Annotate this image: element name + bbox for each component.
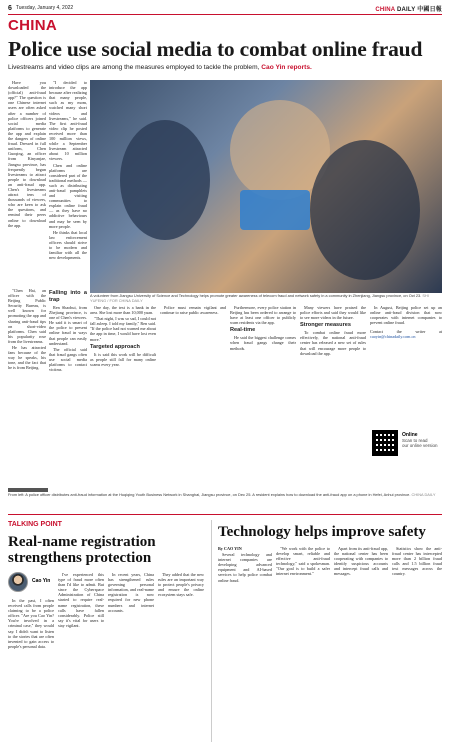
tech-column-2 <box>276 546 330 742</box>
online-promo: Online Scan to read our online version <box>402 432 438 448</box>
story-paragraph: It is said this work will be difficult as people still fall for many online scams every year. <box>90 351 156 367</box>
tech-paragraph: "We work with the police to develop smart, reliable and effective anti-fraud technology," said a spokesman. "Our goal is to build a safer internet environment." <box>276 546 330 577</box>
opinion-column-4 <box>158 572 204 743</box>
story-paragraph: The official said that fraud gangs often use social media platforms to contact victims. <box>49 346 87 373</box>
tech-paragraph: Several technology and internet companies are developing advanced equipment and AI-based services to help police combat online fraud. <box>218 552 272 583</box>
story-paragraph: Police must remain vigilant and continue to raise public awareness. <box>160 305 226 316</box>
story-paragraph: Many viewers have praised the police efforts and said they would like to see more videos in the future. <box>300 305 366 321</box>
contact-line: Contact the writer at caoyin@chinadaily.com.cn <box>370 329 442 340</box>
lower-photo-caption: From left: A police officer distributes anti-fraud information at the Huqiqing Youth Business Network in Shanghai, Jiangsu province, on Dec 25. A resident explains how to download the anti-fraud app on a phone in Hefei, Anhui province. CHINA DAILY <box>8 492 436 497</box>
opinion-column-1 <box>8 598 54 743</box>
subhead: Real-time <box>230 327 256 334</box>
online-title: Online <box>402 432 418 438</box>
subhead: Stronger measures <box>300 322 351 329</box>
story-column-6 <box>160 305 226 485</box>
column-separator <box>211 520 212 742</box>
contact-email[interactable]: caoyin@chinadaily.com.cn <box>370 334 416 340</box>
subhead: Targeted approach <box>90 343 140 350</box>
phone-in-photo <box>240 190 310 230</box>
section-divider <box>8 514 442 515</box>
opinion-headline: Real-name registration strengthens protection <box>8 534 156 566</box>
tech-headline: Technology helps improve safety <box>218 524 426 540</box>
opinion-paragraph: I've experienced this type of fraud more often than I'd like to admit. But since the Cyberspace Administration of China started to require real-name registration, these calls have fallen considerably. Police still say it's vital for users to stay vigilant. <box>58 572 104 628</box>
story-column-1 <box>8 80 46 280</box>
story-paragraph: "Chen Hai, an officer with the Beijing Public Security Bureau, is well known for promoting the app and sharing anti-fraud tips on short-video platforms. Chen said his popularity rose from the livestreams. <box>8 288 46 344</box>
story-column-8 <box>300 305 366 485</box>
story-column-7 <box>230 305 296 485</box>
tech-column-1 <box>218 546 272 742</box>
masthead <box>8 3 442 13</box>
story-column-4 <box>49 288 87 486</box>
standfirst-byline: Cao Yin reports. <box>261 64 312 71</box>
qr-code-icon[interactable] <box>372 430 398 456</box>
story-paragraph: He thinks that local law enforcement officers should strive to be modern and familiar with all the new developments. <box>49 229 87 261</box>
standfirst-text: Livestreams and video clips are among the measures employed to tackle the problem, <box>8 64 260 71</box>
story-column-9 <box>370 305 442 425</box>
main-photo <box>90 80 442 293</box>
story-paragraph: He has attracted fans because of the way he speaks, his tone, and the fact that he is from Beijing. <box>8 345 46 371</box>
tech-paragraph: Statistics show the anti-fraud center has intercepted more than 2 billion fraud calls and 1.5 billion fraud text messages across the country. <box>392 546 442 577</box>
issue-date: Tuesday, January 4, 2022 <box>15 5 74 11</box>
story-paragraph: In August, Beijing police set up an online anti-fraud division that now cooperates with internet companies to prevent online fraud. <box>370 305 442 326</box>
opinion-column-3 <box>108 572 154 743</box>
author-byline: Cao Yin <box>32 578 51 584</box>
opinion-paragraph: They added that the new rules are an important way to protect people's privacy and ensure the online ecosystem stays safe. <box>158 572 204 598</box>
story-paragraph: Chen and online platforms are considered part of the traditional methods — such as distributing anti-fraud pamphlets and visiting communities to explain online fraud — as they have no addictive behaviours and may be seen by more people. <box>49 162 87 229</box>
story-paragraph: Have you downloaded the (official) anti-fraud app?" The question is one Chinese internet users are often asked after a number of police officers joined social media platforms to generate the app and explain the dangers of online fraud. Dressed in full uniform, Chen Guoqing, an officer from Kinyanjae, Jiangsu province, has frequently begun livestreams to attract people to download an anti-fraud app. Chen's livestreams attract tens of thousands of viewers, who are keen to ask the questions, and remind their peers online to download the app. <box>8 80 46 228</box>
standfirst <box>8 64 442 73</box>
tech-paragraph: Apart from its anti-fraud app, the national center has been cooperating with companies to identify suspicious accounts and intercept fraud calls and messages. <box>334 546 388 577</box>
section-title: CHINA <box>8 17 57 34</box>
story-paragraph: "That night, I was so sad, I could not fall asleep. I told my family," Ren said. "If the police had not warned me about the app in time, I would have lost even more." <box>90 316 156 342</box>
page-number: 6 <box>8 4 12 12</box>
masthead-rule <box>8 14 442 15</box>
main-headline: Police use social media to combat online fraud <box>8 37 423 61</box>
story-paragraph: Furthermore, every police station in Beijing has been ordered to arrange to have at least one officer to publicly warn residents via the app. <box>230 305 296 326</box>
tech-column-3 <box>334 546 388 742</box>
tech-column-4 <box>392 546 442 742</box>
photo-caption: A volunteer from Jiangsu University of Science and Technology helps promote greater awareness of telecom fraud and network safety in a community in Zhenjiang, Jiangsu province, on Oct 23. SHI YUFENG / FOR CHINA DAILY <box>90 293 429 303</box>
story-paragraph: Ren Shaohui, from Zhejiang province, is one of Chen's viewers. He said it is smart of the police to present online fraud in ways that people can easily understand. <box>49 305 87 346</box>
story-paragraph: One day, the text is a bank in the area. She lost more than 10,000 yuan. <box>90 305 156 316</box>
author-avatar <box>8 572 28 592</box>
subhead: Falling into a trap <box>49 290 87 303</box>
talking-point-label: TALKING POINT <box>8 521 62 528</box>
story-column-5 <box>90 305 156 485</box>
story-paragraph: He said the biggest challenge comes when fraud gangs change their methods. <box>230 335 296 351</box>
opinion-column-2 <box>58 572 104 743</box>
opinion-paragraph: In the past, I often received calls from people claiming to be a police officer. "Are you Cao Yin? You're involved in a criminal case," they would say. I didn't want to listen to the stories that are often invented to gain access to people's personal data. <box>8 598 54 649</box>
story-paragraph: To combat online fraud more effectively, the national anti-fraud center has released a new set of rules that will encourage more people to download the app. <box>300 330 366 356</box>
tech-byline: By CAO YIN <box>218 546 242 551</box>
story-column-3 <box>8 288 46 486</box>
opinion-paragraph: In recent years, China has strengthened rules governing personal information, and real-name registration is now required for new phone numbers and internet accounts. <box>108 572 154 613</box>
story-paragraph: "I decided to introduce the app because after realizing that many people, such as my mom, watched many short videos and livestreams," he said. The first anti-fraud video clip he posted received more than 100 million views, while a September livestream attracted about 10 million viewers. <box>49 80 87 162</box>
story-column-2 <box>49 80 87 280</box>
brand-logo: CHINA DAILY 中國日報 <box>375 6 442 13</box>
